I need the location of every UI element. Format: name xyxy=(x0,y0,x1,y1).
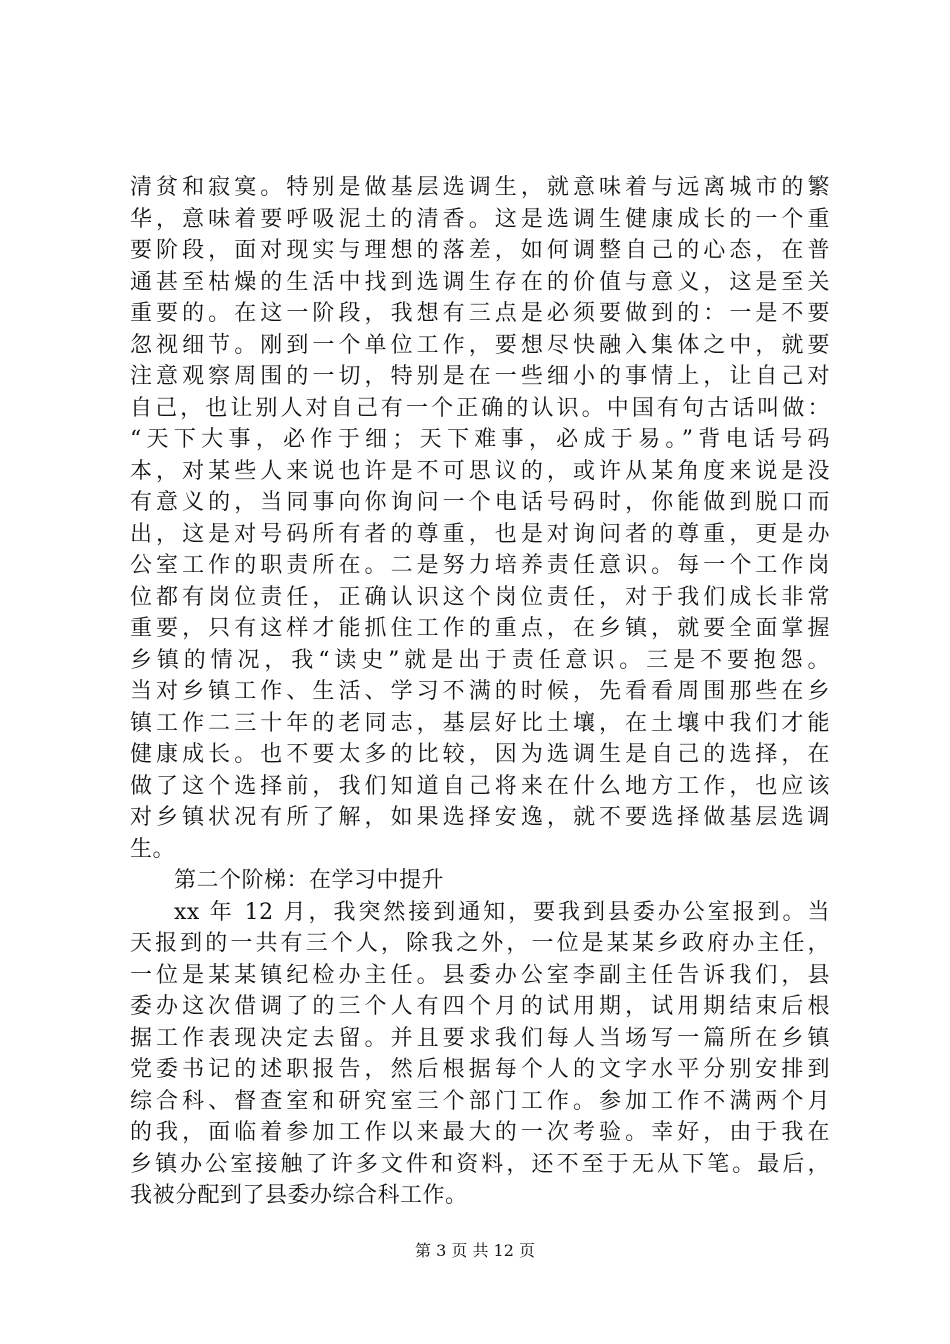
text-line: 忽视细节。刚到一个单位工作，要想尽快融入集体之中，就要 xyxy=(130,332,830,358)
text-line: 乡镇办公室接触了许多文件和资料，还不至于无从下笔。最后， xyxy=(130,1151,830,1177)
text-line: 位都有岗位责任，正确认识这个岗位责任，对于我们成长非常 xyxy=(130,584,830,610)
page-number-footer: 第 3 页 共 12 页 xyxy=(415,1241,535,1260)
text-line: 公室工作的职责所在。二是努力培养责任意识。每一个工作岗 xyxy=(130,553,830,578)
text-line: 一位是某某镇纪检办主任。县委办公室李副主任告诉我们，县 xyxy=(130,962,830,988)
text-line: 我被分配到了县委办综合科工作。 xyxy=(130,1183,468,1208)
section-heading: 第二个阶梯：在学习中提升 xyxy=(174,868,445,893)
text-line: 镇工作二三十年的老同志，基层好比土壤，在土壤中我们才能 xyxy=(130,710,830,736)
text-line: 天报到的一共有三个人，除我之外，一位是某某乡政府办主任， xyxy=(130,931,830,956)
text-line: 华，意味着要呼吸泥土的清香。这是选调生健康成长的一个重 xyxy=(130,206,830,232)
text-line: xx 年 12 月，我突然接到通知，要我到县委办公室报到。当 xyxy=(174,899,830,925)
text-line: 据工作表现决定去留。并且要求我们每人当场写一篇所在乡镇 xyxy=(130,1025,830,1051)
text-line: 重要，只有这样才能抓住工作的重点，在乡镇，就要全面掌握 xyxy=(130,616,830,641)
text-line: 生。 xyxy=(130,836,176,862)
text-line: 出，这是对号码所有者的尊重，也是对询问者的尊重，更是办 xyxy=(130,521,830,547)
text-line: 对乡镇状况有所了解，如果选择安逸，就不要选择做基层选调 xyxy=(130,805,830,830)
text-line: 要阶段，面对现实与理想的落差，如何调整自己的心态，在普 xyxy=(130,238,830,263)
text-line: 注意观察周围的一切，特别是在一些细小的事情上，让自己对 xyxy=(130,364,830,389)
text-line: 委办这次借调了的三个人有四个月的试用期，试用期结束后根 xyxy=(130,994,830,1019)
text-line: 清贫和寂寞。特别是做基层选调生，就意味着与远离城市的繁 xyxy=(130,175,830,200)
text-line: “天下大事，必作于细；天下难事，必成于易。”背电话号码 xyxy=(130,427,830,452)
text-line: 当对乡镇工作、生活、学习不满的时候，先看看周围那些在乡 xyxy=(130,679,830,704)
text-line: 乡镇的情况，我“读史”就是出于责任意识。三是不要抱怨。 xyxy=(130,647,830,673)
text-line: 重要的。在这一阶段，我想有三点是必须要做到的：一是不要 xyxy=(130,301,830,326)
text-line: 健康成长。也不要太多的比较，因为选调生是自己的选择，在 xyxy=(130,742,830,767)
text-line: 本，对某些人来说也许是不可思议的，或许从某角度来说是没 xyxy=(130,458,830,484)
text-line: 做了这个选择前，我们知道自己将来在什么地方工作，也应该 xyxy=(130,773,830,799)
text-line: 党委书记的述职报告，然后根据每个人的文字水平分别安排到 xyxy=(130,1057,830,1082)
text-line: 的我，面临着参加工作以来最大的一次考验。幸好，由于我在 xyxy=(130,1120,830,1145)
document-body xyxy=(130,172,830,1212)
text-line: 通甚至枯燥的生活中找到选调生存在的价值与意义，这是至关 xyxy=(130,269,830,295)
text-line: 有意义的，当同事向你询问一个电话号码时，你能做到脱口而 xyxy=(130,490,830,515)
text-line: 综合科、督查室和研究室三个部门工作。参加工作不满两个月 xyxy=(130,1088,830,1114)
text-line: 自己，也让别人对自己有一个正确的认识。中国有句古话叫做： xyxy=(130,395,830,421)
